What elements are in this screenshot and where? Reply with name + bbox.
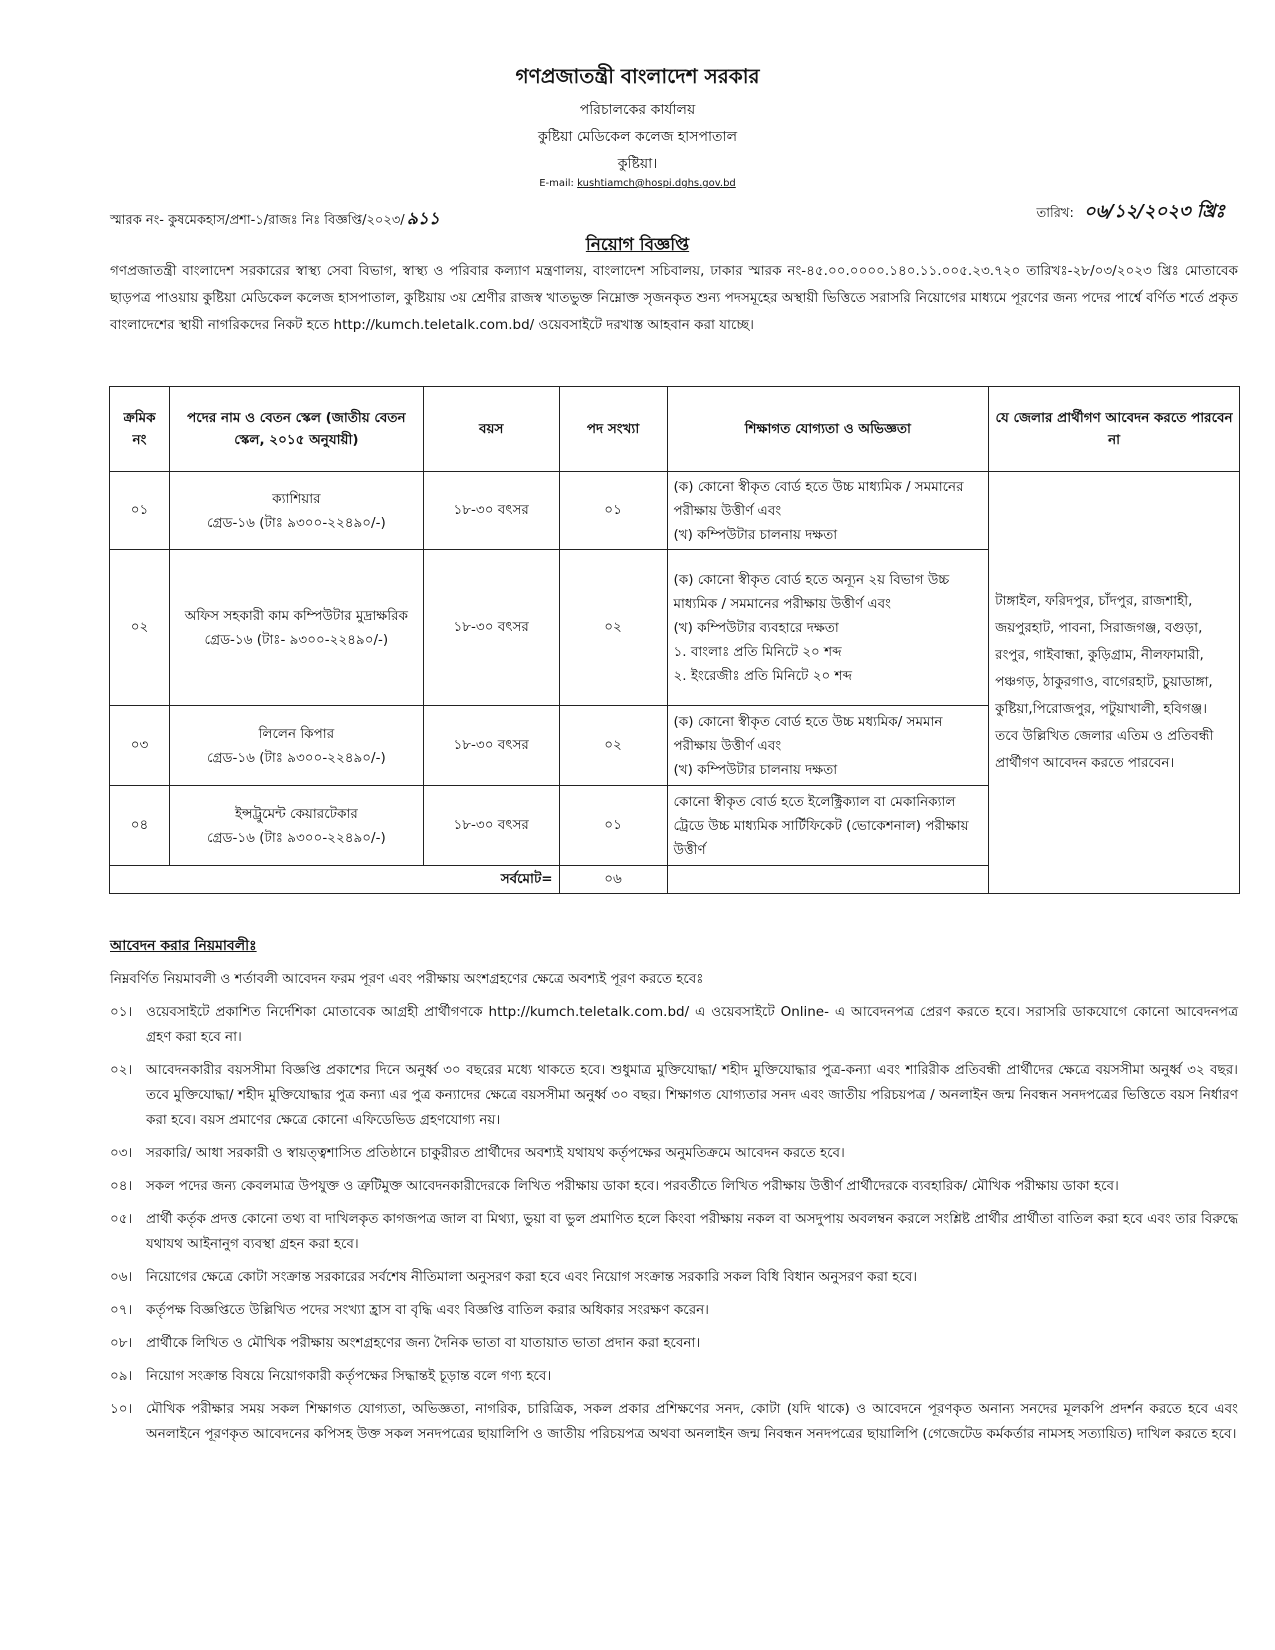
- posts-table: [109, 386, 1240, 894]
- email-line: [0, 178, 1275, 189]
- rule-text: সরকারি/ আধা সরকারী ও স্বায়ত্ত্বশাসিত প্রতিষ্ঠানে চাকুরীরত প্রার্থীদের অবশ্যই যথাযথ কর্তৃপক্ষের অনুমতিক্রমে আবেদন করতে হবে।: [146, 1145, 845, 1161]
- rule-text: প্রার্থী কর্তৃক প্রদত্ত কোনো তথ্য বা দাখিলকৃত কাগজপত্র জাল বা মিথ্যা, ভুয়া বা ভুল প্রমাণিত হলে কিংবা পরীক্ষায় নকল বা অসদুপায় অবলম্বন করলে সংশ্লিষ্ট প্রার্থীর প্রার্থীতা বাতিল করা হবে এবং তার বিরুদ্ধে যথাযথ আইনানুগ ব্যবস্থা গ্রহন করা হবে।: [146, 1211, 1238, 1252]
- total-value: ০৬: [559, 866, 667, 894]
- qualification-cell: [667, 786, 989, 866]
- rule-item: [110, 1141, 1238, 1166]
- qualification-cell: [667, 550, 989, 706]
- rule-number: ০৮।: [110, 1335, 133, 1351]
- count-cell: ০২: [559, 706, 667, 786]
- memo-number: ৯১১: [406, 209, 440, 229]
- rule-number: ০২।: [110, 1062, 133, 1078]
- header-qualification: শিক্ষাগত যোগ্যতা ও অভিজ্ঞতা: [667, 387, 989, 472]
- notice-title: [0, 232, 1275, 260]
- government-name: গণপ্রজাতন্ত্রী বাংলাদেশ সরকার: [515, 64, 760, 88]
- memo-date: [1037, 197, 1225, 228]
- count-cell: ০২: [559, 550, 667, 706]
- table-row: [110, 472, 1240, 550]
- header-post: পদের নাম ও বেতন স্কেল (জাতীয় বেতন স্কেল, ২০১৫ অনুযায়ী): [169, 387, 423, 472]
- pay-grade: গ্রেড-১৬ (টাঃ ৯৩০০-২২৪৯০/-): [206, 829, 386, 846]
- rule-text: সকল পদের জন্য কেবলমাত্র উপযুক্ত ও ত্রুটিমুক্ত আবেদনকারীদেরকে লিখিত পরীক্ষায় ডাকা হবে। পরবর্তীতে লিখিত পরীক্ষায় উত্তীর্ণ প্রার্থীদেরকে ব্যবহারিক/ মৌখিক পরীক্ষায় ডাকা হবে।: [146, 1178, 1119, 1194]
- qualification-cell: [667, 472, 989, 550]
- rule-number: ১০।: [110, 1401, 133, 1417]
- rule-text: আবেদনকারীর বয়সসীমা বিজ্ঞপ্তি প্রকাশের দিনে অনুর্ধ্ব ৩০ বছরের মধ্যে থাকতে হবে। শুধুমাত্র মুক্তিযোদ্ধা/ শহীদ মুক্তিযোদ্ধার পুত্র-কন্যা এবং শারিরীক প্রতিবন্ধী প্রার্থীদের ক্ষেত্রে বয়সসীমা অনুর্ধ্ব ৩২ বছর। তবে মুক্তিযোদ্ধা/ শহীদ মুক্তিযোদ্ধার পুত্র কন্যা এর পুত্র কন্যাদের ক্ষেত্রে বয়সসীমা অনুর্ধ্ব ৩০ বছর। শিক্ষাগত যোগ্যতার সনদ এবং জাতীয় পরিচয়পত্র / অনলাইন জন্ম নিবন্ধন সনদপত্রের ভিত্তিতে বয়স নির্ধারণ করা হবে। বয়স প্রমাণের ক্ষেত্রে কোনো এফিডেভিড গ্রহণযোগ্য নয়।: [146, 1062, 1238, 1128]
- memo-label: স্মারক নং- কুষমেকহাস/প্রশা-১/রাজঃ নিঃ বিজ্ঞপ্তি/২০২৩/: [110, 213, 405, 228]
- qualification-line: ২. ইংরেজীঃ প্রতি মিনিটে ২০ শব্দ: [673, 667, 853, 684]
- total-label: সর্বমোট=: [110, 866, 560, 894]
- qualification-line: (ক) কোনো স্বীকৃত বোর্ড হতে উচ্চ মাধ্যমিক / সমমানের পরীক্ষায় উত্তীর্ণ এবং: [673, 478, 964, 519]
- rule-text: নিয়োগ সংক্রান্ত বিষয়ে নিয়োগকারী কর্তৃপক্ষের সিদ্ধান্তই চূড়ান্ত বলে গণ্য হবে।: [146, 1368, 552, 1384]
- post-title: লিলেন কিপার: [258, 725, 335, 742]
- qualification-line: (খ) কম্পিউটার চালনায় দক্ষতা: [673, 761, 838, 778]
- rule-number: ০৭।: [110, 1302, 133, 1318]
- post-title: অফিস সহকারী কাম কম্পিউটার মুদ্রাক্ষরিক: [184, 607, 408, 624]
- date-value: ০৬/১২/২০২৩ খ্রিঃ: [1083, 201, 1225, 222]
- header-district: যে জেলার প্রার্থীগণ আবেদন করতে পারবেন না: [989, 387, 1240, 472]
- rule-item: [110, 1207, 1238, 1257]
- city-name: কুষ্টিয়া।: [617, 156, 658, 172]
- qualification-line: ১. বাংলাঃ প্রতি মিনিটে ২০ শব্দ: [673, 643, 842, 660]
- age-cell: ১৮-৩০ বৎসর: [423, 550, 559, 706]
- post-title: ক্যাশিয়ার: [272, 490, 321, 507]
- office-name: পরিচালকের কার্যালয়: [579, 102, 696, 118]
- email-label: E-mail:: [539, 178, 574, 189]
- qualification-line: (খ) কম্পিউটার ব্যবহারে দক্ষতা: [673, 619, 839, 636]
- rule-item: [110, 1298, 1238, 1323]
- header-age: বয়স: [423, 387, 559, 472]
- rule-number: ০৬।: [110, 1269, 133, 1285]
- post-cell: [169, 472, 423, 550]
- pay-grade: গ্রেড-১৬ (টাঃ- ৯৩০০-২২৪৯০/-): [204, 631, 389, 648]
- district-cell: টাঙ্গাইল, ফরিদপুর, চাঁদপুর, রাজশাহী, জয়পুরহাট, পাবনা, সিরাজগঞ্জ, বগুড়া, রংপুর, গাইবান্ধা, কুড়িগ্রাম, নীলফামারী, পঞ্চগড়, ঠাকুরগাও, বাগেরহাট, চুয়াডাঙ্গা, কুষ্টিয়া,পিরোজপুর, পটুয়াখালী, হবিগঞ্জ। তবে উল্লিখিত জেলার এতিম ও প্রতিবন্ধী প্রার্থীগণ আবেদন করতে পারবেন।: [989, 472, 1240, 894]
- total-blank-cell: [667, 866, 989, 894]
- table-header-row: [110, 387, 1240, 472]
- rule-text: কর্তৃপক্ষ বিজ্ঞপ্তিতে উল্লিখিত পদের সংখ্যা হ্রাস বা বৃদ্ধি এবং বিজ্ঞপ্তি বাতিল করার অধিকার সংরক্ষণ করেন।: [146, 1302, 710, 1318]
- rules-heading: আবেদন করার নিয়মাবলীঃ: [110, 938, 257, 954]
- qualification-line: (ক) কোনো স্বীকৃত বোর্ড হতে অন্যূন ২য় বিভাগ উচ্চ মাধ্যমিক / সমমানের পরীক্ষায় উত্তীর্ণ এবং: [673, 571, 950, 612]
- rule-item: [110, 1364, 1238, 1389]
- serial-cell: ০৪: [110, 786, 170, 866]
- rule-item: [110, 1058, 1238, 1133]
- rule-text: মৌখিক পরীক্ষার সময় সকল শিক্ষাগত যোগ্যতা, অভিজ্ঞতা, নাগরিক, চারিত্রিক, সকল প্রকার প্রশিক্ষণের সনদ, কোটা (যদি থাকে) ও আবেদনে পূরণকৃত অনান্য সনদের মূলকপি প্রদর্শন করতে হবে এবং অনলাইনে পূরণকৃত আবেদনের কপিসহ উক্ত সকল সনদপত্রের ছায়ালিপি ও জাতীয় পরিচয়পত্র অথবা অনলাইন জন্ম নিবন্ধন সনদপত্রের ছায়ালিপি (গেজেটেড কর্মকর্তার নামসহ সত্যায়িত) দাখিল করতে হবে।: [146, 1401, 1238, 1442]
- rules-intro: নিম্নবর্ণিত নিয়মাবলী ও শর্তাবলী আবেদন ফরম পূরণ এবং পরীক্ষায় অংশগ্রহণের ক্ষেত্রে অবশ্যই পূরণ করতে হবেঃ: [110, 971, 704, 987]
- rule-number: ০৩।: [110, 1145, 133, 1161]
- qualification-line: (ক) কোনো স্বীকৃত বোর্ড হতে উচ্চ মধ্যমিক/ সমমান পরীক্ষায় উত্তীর্ণ এবং: [673, 713, 943, 754]
- rule-number: ০৫।: [110, 1211, 133, 1227]
- rule-item: [110, 1265, 1238, 1290]
- header-count: পদ সংখ্যা: [559, 387, 667, 472]
- email-link[interactable]: kushtiamch@hospi.dghs.gov.bd: [577, 178, 736, 189]
- rules-list: [110, 1000, 1238, 1455]
- institution-name: কুষ্টিয়া মেডিকেল কলেজ হাসপাতাল: [537, 129, 738, 145]
- rule-number: ০১।: [110, 1004, 133, 1020]
- rule-text: প্রার্থীকে লিখিত ও মৌখিক পরীক্ষায় অংশগ্রহণের জন্য দৈনিক ভাতা বা যাতায়াত ভাতা প্রদান করা হবেনা।: [146, 1335, 701, 1351]
- date-label: তারিখ:: [1036, 206, 1074, 221]
- post-cell: [169, 550, 423, 706]
- count-cell: ০১: [559, 786, 667, 866]
- header-serial: ক্রমিক নং: [110, 387, 170, 472]
- post-cell: [169, 786, 423, 866]
- post-cell: [169, 706, 423, 786]
- rule-text: ওয়েবসাইটে প্রকাশিত নির্দেশিকা মোতাবেক আগ্রহী প্রার্থীগণকে http://kumch.teletalk.com.bd/ এ ওয়েবসাইটে Online- এ আবেদনপত্র প্রেরণ করতে হবে। সরাসরি ডাকযোগে কোনো আবেদনপত্র গ্রহণ করা হবে না।: [146, 1004, 1238, 1045]
- post-title: ইন্সট্রুমেন্ট কেয়ারটেকার: [234, 805, 358, 822]
- rule-number: ০৯।: [110, 1368, 133, 1384]
- rule-item: [110, 1331, 1238, 1356]
- pay-grade: গ্রেড-১৬ (টাঃ ৯৩০০-২২৪৯০/-): [206, 514, 386, 531]
- age-cell: ১৮-৩০ বৎসর: [423, 472, 559, 550]
- serial-cell: ০২: [110, 550, 170, 706]
- pay-grade: গ্রেড-১৬ (টাঃ ৯৩০০-২২৪৯০/-): [206, 749, 386, 766]
- rule-number: ০৪।: [110, 1178, 133, 1194]
- intro-paragraph: গণপ্রজাতন্ত্রী বাংলাদেশ সরকারের স্বাস্থ্য সেবা বিভাগ, স্বাস্থ্য ও পরিবার কল্যাণ মন্ত্রণালয়, বাংলাদেশ সচিবালয়, ঢাকার স্মারক নং-৪৫.০০.০০০০.১৪০.১১.০০৫.২৩.৭২০ তারিখঃ-২৮/০৩/২০২৩ খ্রিঃ মোতাবেক ছাড়পত্র পাওয়ায় কুষ্টিয়া মেডিকেল কলেজ হাসপাতাল, কুষ্টিয়ায় ৩য় শ্রেণীর রাজস্ব খাতভুক্ত নিম্নোক্ত সৃজনকৃত শুন্য পদসমূহের অস্থায়ী ভিত্তিতে সরাসরি নিয়োগের মাধ্যমে পূরণের জন্য পদের পার্শ্বে বর্ণিত শর্তে প্রকৃত বাংলাদেশের স্থায়ী নাগরিকদের নিকট হতে http://kumch.teletalk.com.bd/ ওয়েবসাইটে দরখাস্ত আহবান করা যাচ্ছে।: [110, 263, 1238, 333]
- age-cell: ১৮-৩০ বৎসর: [423, 706, 559, 786]
- memo-reference: [110, 206, 440, 234]
- rule-item: [110, 1397, 1238, 1447]
- rule-item: [110, 1174, 1238, 1199]
- serial-cell: ০৩: [110, 706, 170, 786]
- count-cell: ০১: [559, 472, 667, 550]
- rule-item: [110, 1000, 1238, 1050]
- notice-title-text: নিয়োগ বিজ্ঞপ্তি: [585, 235, 690, 255]
- qualification-line: কোনো স্বীকৃত বোর্ড হতে ইলেক্ট্রিক্যাল বা মেকানিক্যাল ট্রেডে উচ্চ মাধ্যমিক সার্টিফিকেট (ভোকেশনাল) পরীক্ষায় উত্তীর্ণ: [673, 793, 969, 858]
- qualification-line: (খ) কম্পিউটার চালনায় দক্ষতা: [673, 526, 838, 543]
- rule-text: নিয়োগের ক্ষেত্রে কোটা সংক্রান্ত সরকারের সর্বশেষ নীতিমালা অনুসরণ করা হবে এবং নিয়োগ সংক্রান্ত সরকারি সকল বিধি বিধান অনুসরণ করা হবে।: [146, 1269, 918, 1285]
- serial-cell: ০১: [110, 472, 170, 550]
- age-cell: ১৮-৩০ বৎসর: [423, 786, 559, 866]
- qualification-cell: [667, 706, 989, 786]
